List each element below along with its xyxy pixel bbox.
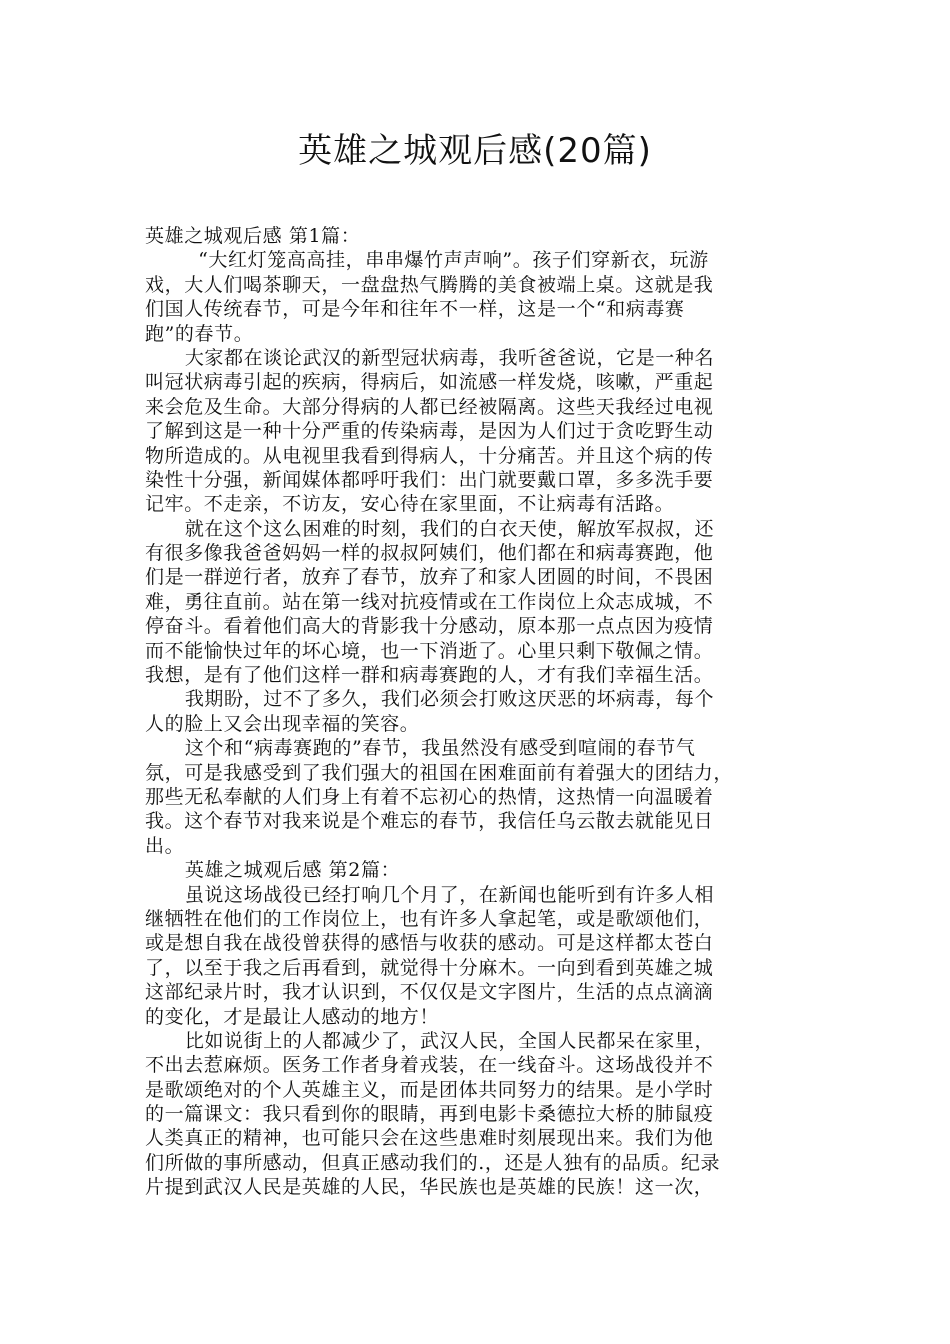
text-line: 虽说这场战役已经打响几个月了，在新闻也能听到有许多人相 xyxy=(145,883,715,906)
text-line: 人的脸上又会出现幸福的笑容。 xyxy=(145,712,420,735)
text-line: 而不能愉快过年的坏心境，也一下消逝了。心里只剩下敬佩之情。 xyxy=(145,639,714,662)
text-line: 的一篇课文：我只看到你的眼睛，再到电影卡桑德拉大桥的肺鼠疫 xyxy=(145,1103,714,1126)
text-line: 停奋斗。看着他们高大的背影我十分感动，原本那一点点因为疫情 xyxy=(145,615,714,638)
text-line: 氛，可是我感受到了我们强大的祖国在困难面前有着强大的团结力， xyxy=(145,761,734,784)
text-line: 叫冠状病毒引起的疾病，得病后，如流感一样发烧，咳嗽，严重起 xyxy=(145,371,714,394)
text-line: 物所造成的。从电视里我看到得病人，十分痛苦。并且这个病的传 xyxy=(145,444,714,467)
text-line: “大红灯笼高高挂，串串爆竹声声响”。孩子们穿新衣，玩游 xyxy=(145,249,709,272)
text-line: 不出去惹麻烦。医务工作者身着戎装，在一线奋斗。这场战役并不 xyxy=(145,1054,714,1077)
text-line: 记牢。不走亲，不访友，安心待在家里面，不让病毒有活路。 xyxy=(145,493,675,516)
text-line: 来会危及生命。大部分得病的人都已经被隔离。这些天我经过电视 xyxy=(145,395,714,418)
text-line: 这部纪录片时，我才认识到，不仅仅是文字图片，生活的点点滴滴 xyxy=(145,981,714,1004)
text-line: 们所做的事所感动，但真正感动我们的.，还是人独有的品质。纪录 xyxy=(145,1151,721,1174)
text-line: 片提到武汉人民是英雄的人民，华民族也是英雄的民族！这一次， xyxy=(145,1176,714,1199)
text-line: 的变化，才是最让人感动的地方！ xyxy=(145,1005,440,1028)
text-line: 是歌颂绝对的个人英雄主义，而是团体共同努力的结果。是小学时 xyxy=(145,1078,714,1101)
text-line: 那些无私奉献的人们身上有着不忘初心的热情，这热情一向温暖着 xyxy=(145,785,714,808)
document-title: 英雄之城观后感(20篇) xyxy=(298,131,652,171)
text-line: 难，勇往直前。站在第一线对抗疫情或在工作岗位上众志成城，不 xyxy=(145,590,714,613)
text-line: 了，以至于我之后再看到，就觉得十分麻木。一向到看到英雄之城 xyxy=(145,956,714,979)
text-line: 继牺牲在他们的工作岗位上，也有许多人拿起笔，或是歌颂他们， xyxy=(145,907,714,930)
text-line: 我。这个春节对我来说是个难忘的春节，我信任乌云散去就能见日 xyxy=(145,810,714,833)
text-line: 们是一群逆行者，放弃了春节，放弃了和家人团圆的时间，不畏困 xyxy=(145,566,714,589)
text-line: 就在这个这么困难的时刻，我们的白衣天使，解放军叔叔，还 xyxy=(145,517,715,540)
text-line: 英雄之城观后感 第2篇： xyxy=(145,859,401,882)
text-line: 跑”的春节。 xyxy=(145,322,254,345)
text-line: 比如说街上的人都减少了，武汉人民，全国人民都呆在家里， xyxy=(145,1029,715,1052)
text-line: 们国人传统春节，可是今年和往年不一样，这是一个“和病毒赛 xyxy=(145,298,685,321)
text-line: 这个和“病毒赛跑的”春节，我虽然没有感受到喧闹的春节气 xyxy=(145,737,696,760)
text-line: 我想，是有了他们这样一群和病毒赛跑的人，才有我们幸福生活。 xyxy=(145,664,714,687)
document-body xyxy=(145,224,821,1200)
text-line: 戏，大人们喝茶聊天，一盘盘热气腾腾的美食被端上桌。这就是我 xyxy=(145,273,714,296)
text-line: 或是想自我在战役曾获得的感悟与收获的感动。可是这样都太苍白 xyxy=(145,932,714,955)
text-line: 人类真正的精神，也可能只会在这些患难时刻展现出来。我们为他 xyxy=(145,1127,714,1150)
text-line: 英雄之城观后感 第1篇： xyxy=(145,225,361,247)
text-line: 有很多像我爸爸妈妈一样的叔叔阿姨们，他们都在和病毒赛跑，他 xyxy=(145,542,714,565)
text-line: 出。 xyxy=(145,834,185,857)
text-line: 大家都在谈论武汉的新型冠状病毒，我听爸爸说，它是一种名 xyxy=(145,346,715,369)
text-line: 我期盼，过不了多久，我们必须会打败这厌恶的坏病毒，每个 xyxy=(145,688,715,711)
text-line: 了解到这是一种十分严重的传染病毒，是因为人们过于贪吃野生动 xyxy=(145,420,714,443)
text-line: 染性十分强，新闻媒体都呼吁我们：出门就要戴口罩，多多洗手要 xyxy=(145,468,714,491)
